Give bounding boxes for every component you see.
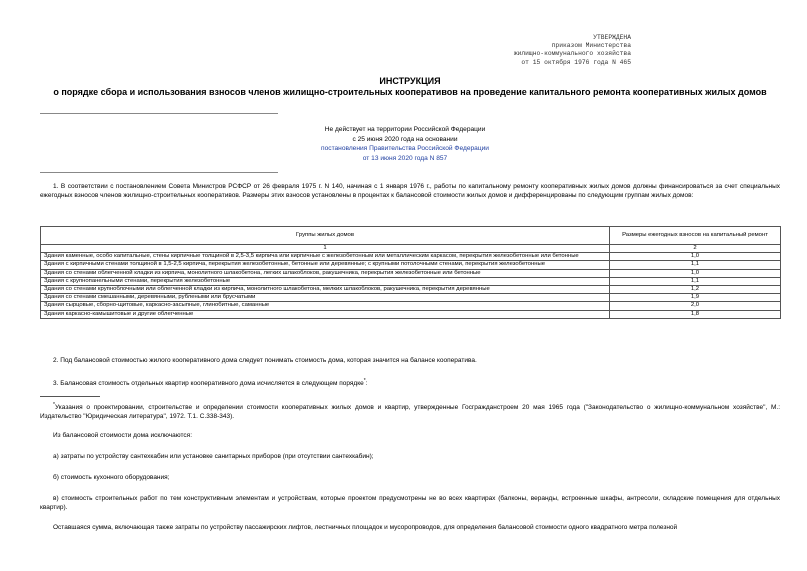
table-row <box>41 310 781 318</box>
exclusion-item-v: в) стоимость строительных работ по тем конструктивным элементам и устройствам, которые проектом предусмотрены не во всех квартирах (балконы, веранды, встроенные шкафы, антресоли, складские помещения для отдельных квартир). <box>40 495 780 511</box>
notice-line-2: с 25 июня 2020 года на основании <box>352 135 458 143</box>
footnote-divider <box>40 396 100 397</box>
row-group: Здания со стенами смешанными, деревянными, рублеными или брусчатыми <box>41 294 610 302</box>
table-number-row <box>41 245 781 253</box>
table-row <box>41 261 781 269</box>
table-row <box>41 302 781 310</box>
row-group: Здания со стенами крупноблочными или облегченной кладки из кирпича, монолитного шлакобетона, мелких шлакоблоков, ракушечника, перекрытия деревянные <box>41 286 610 294</box>
footnote-reference[interactable]: * <box>363 378 366 384</box>
row-rate: 1,2 <box>610 286 781 294</box>
exclusions-intro: Из балансовой стоимости дома исключаются: <box>53 432 192 439</box>
row-group: Здания каменные, особо капитальные, стены кирпичные толщиной в 2,5-3,5 кирпича или кирпичные с железобетонным или металлическим каркасом, перекрытия железобетонные или бетонные <box>41 253 610 261</box>
row-group: Здания со стенами облегченной кладки из кирпича, монолитного шлакобетона, легких шлакоблоков, ракушечника, перекрытия железобетонные или бетонные <box>41 269 610 277</box>
approval-line-4: от 15 октября 1976 года N 465 <box>521 58 631 66</box>
approval-line-3: жилищно-коммунального хозяйства <box>513 50 631 58</box>
paragraph-3-text: 3. Балансовая стоимость отдельных квартир кооперативного дома исчисляется в следующем порядке <box>53 380 364 388</box>
notice-link-date[interactable]: от 13 июня 2020 года N 857 <box>362 154 448 162</box>
row-group: Здания каркасно-камышитовые и другие облегченные <box>41 310 610 318</box>
table-header-row <box>41 227 781 245</box>
table-row <box>41 269 781 277</box>
table-row <box>41 277 781 285</box>
row-group: Здания с кирпичными стенами толщиной в 1,5-2,5 кирпича, перекрытия железобетонные, бетонные или деревянные; с крупными потолочными стенами, перекрытия железобетонные <box>41 261 610 269</box>
footnote-marker: * <box>53 402 55 408</box>
divider-top <box>40 113 278 114</box>
approval-stamp <box>514 34 631 67</box>
remaining-sum-paragraph: Оставшаяся сумма, включающая также затраты по устройству пассажирских лифтов, лестничных площадок и мусоропроводов, для определения балансовой стоимости одного квадратного метра полезной <box>53 524 678 531</box>
paragraph-1: 1. В соответствии с постановлением Совета Министров РСФСР от 26 февраля 1975 г. N 140, начиная с 1 января 1976 г., работы по капитальному ремонту кооперативных жилых домов должны финансироваться за счет специальных ежегодных взносов членов жилищно-строительных кооперативов. Размеры этих взносов установлены в процентах к балансовой стоимости жилых домов и дифференцированы по следующим группам жилых домов: <box>40 183 780 199</box>
title-line-2: о порядке сбора и использования взносов членов жилищно-строительных кооперативов на проведение капитального ремонта кооперативных жилых домов <box>53 87 767 97</box>
table-row <box>41 253 781 261</box>
row-rate: 1,9 <box>610 294 781 302</box>
contribution-rates-table <box>40 226 781 319</box>
table-row <box>41 294 781 302</box>
row-rate: 1,1 <box>610 277 781 285</box>
row-rate: 2,0 <box>610 302 781 310</box>
header-contribution-rate: Размеры ежегодных взносов на капитальный ремонт <box>610 227 781 245</box>
approval-line-1: УТВЕРЖДЕНА <box>593 34 631 41</box>
paragraph-3: 3. Балансовая стоимость отдельных квартир кооперативного дома исчисляется в следующем порядке*: <box>53 378 368 388</box>
notice-line-1: Не действует на территории Российской Федерации <box>324 126 486 133</box>
table-row <box>41 286 781 294</box>
row-rate: 1,0 <box>610 253 781 261</box>
column-number-2: 2 <box>610 245 781 253</box>
status-notice <box>260 125 550 163</box>
document-title <box>40 76 780 98</box>
title-line-1: ИНСТРУКЦИЯ <box>379 76 441 86</box>
footnote-text <box>40 401 780 421</box>
approval-line-2: приказом Министерства <box>551 42 631 50</box>
column-number-1: 1 <box>41 245 610 253</box>
divider-bottom <box>40 172 278 173</box>
exclusion-item-b: б) стоимость кухонного оборудования; <box>53 474 170 481</box>
header-building-groups: Группы жилых домов <box>41 227 610 245</box>
row-rate: 1,1 <box>610 261 781 269</box>
notice-link-decree[interactable]: постановления Правительства Российской Федерации <box>321 145 489 153</box>
exclusion-item-a: а) затраты по устройству сантехкабин или установке санитарных приборов (при отсутствии сантехкабин); <box>53 453 374 460</box>
footnote-body: Указания о проектировании, строительстве и определении стоимости кооперативных жилых домов и квартир, утвержденные Госгражданстроем 20 мая 1965 года ("Законодательство о жилищно-коммунальном хозяйстве", М.: Издательство "Юридическая литература", 1972. Т.1. С.338-343). <box>40 404 780 421</box>
row-group: Здания сырцовые, сборно-щитовые, каркасно-засыпные, глинобитные, саманные <box>41 302 610 310</box>
paragraph-2: 2. Под балансовой стоимостью жилого кооперативного дома следует понимать стоимость дома, которая значится на балансе кооператива. <box>53 357 477 364</box>
row-rate: 1,8 <box>610 310 781 318</box>
row-rate: 1,0 <box>610 269 781 277</box>
row-group: Здания с крупнопанельными стенами, перекрытия железобетонные <box>41 277 610 285</box>
